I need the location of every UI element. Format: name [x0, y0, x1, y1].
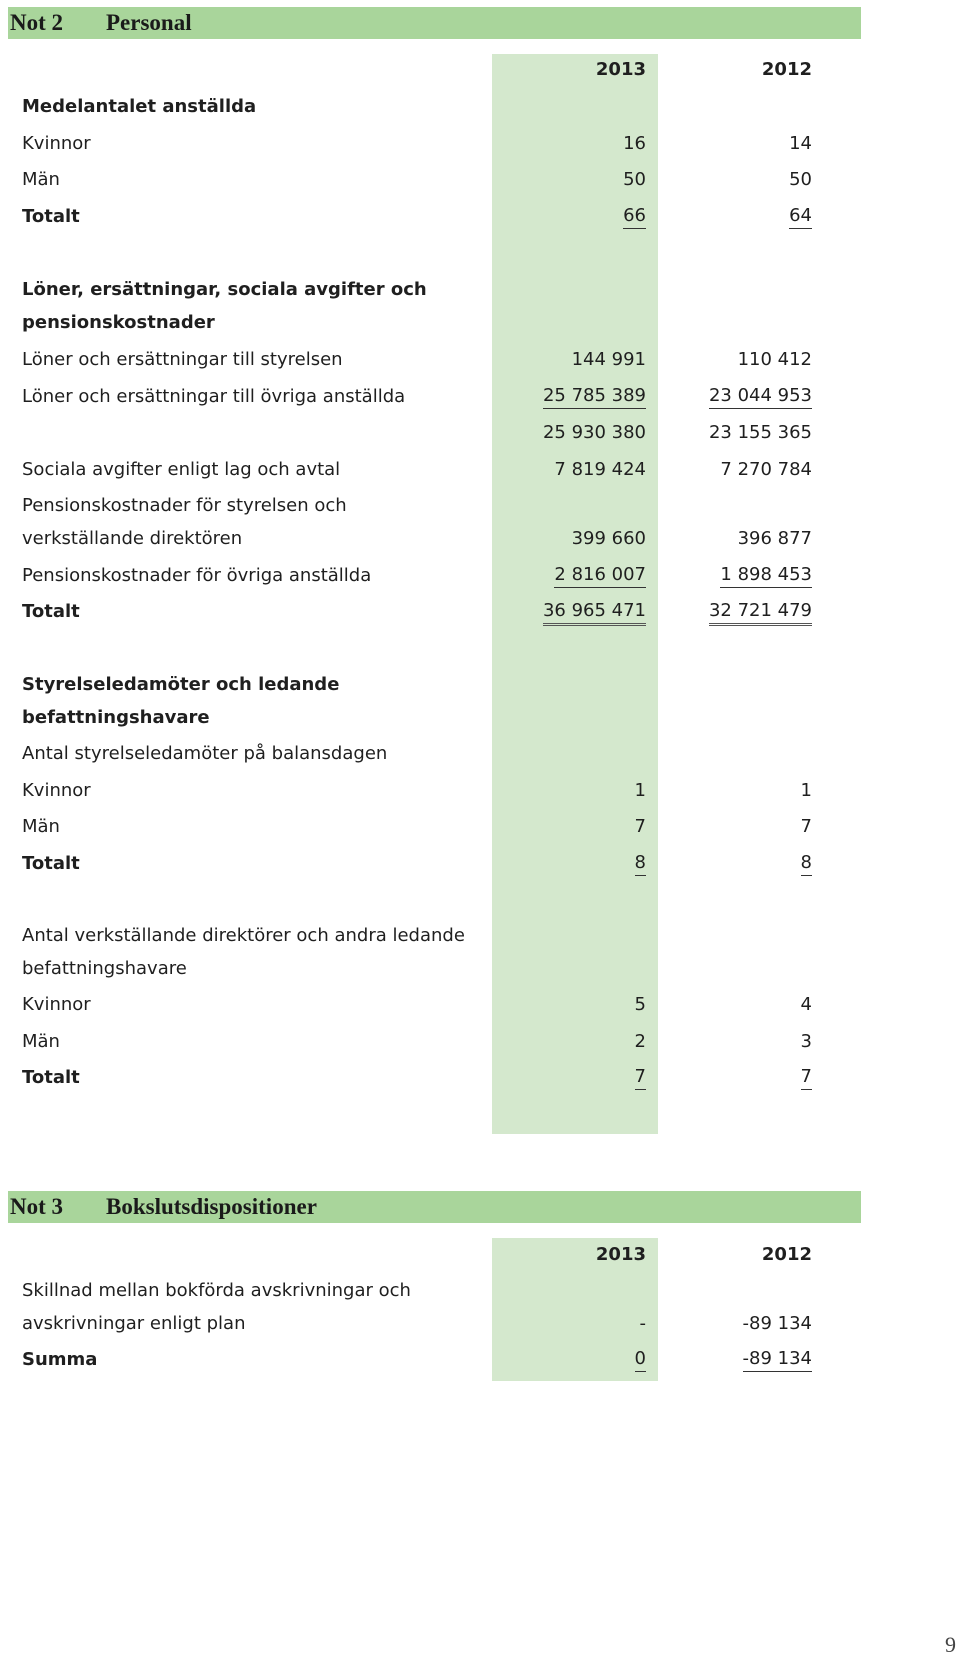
note2-header — [8, 7, 861, 39]
table-row — [22, 1311, 812, 1337]
table-row — [22, 384, 812, 410]
value-2012: 7 — [800, 816, 812, 837]
row-label: Män — [22, 169, 60, 190]
row-label: Kvinnor — [22, 780, 91, 801]
employees-heading-row — [22, 94, 812, 120]
table-row — [22, 167, 812, 193]
row-label: Kvinnor — [22, 133, 91, 154]
value-2013: 7 — [634, 816, 646, 837]
total-row — [22, 1065, 812, 1091]
value-2013: 2 — [634, 1031, 646, 1052]
value-2012: 50 — [789, 169, 812, 190]
exec-heading-cont: befattningshavare — [22, 958, 187, 979]
table-row — [22, 992, 812, 1018]
board-subheading-row — [22, 741, 812, 767]
value-2012: 396 877 — [737, 528, 812, 549]
value-2012: 23 044 953 — [709, 384, 812, 409]
total-2013: 8 — [635, 851, 646, 876]
value-2012: 7 270 784 — [720, 459, 812, 480]
total-2012: -89 134 — [743, 1347, 812, 1372]
total-label: Totalt — [22, 206, 80, 227]
salaries-heading: Löner, ersättningar, sociala avgifter och — [22, 279, 427, 300]
subtotal-row — [22, 420, 812, 446]
total-2012: 7 — [801, 1065, 812, 1090]
note3-title: Bokslutsdispositioner — [106, 1194, 317, 1219]
value-2013: 144 991 — [571, 349, 646, 370]
value-2013: 1 — [634, 780, 646, 801]
total-2013: 66 — [623, 204, 646, 229]
total-2013: 7 — [635, 1065, 646, 1090]
row-label: Pensionskostnader för övriga anställda — [22, 565, 372, 586]
value-2012: -89 134 — [742, 1313, 812, 1334]
board-heading-row-2 — [22, 705, 812, 731]
note2-number: Not 2 — [10, 10, 64, 35]
value-2013: - — [639, 1313, 646, 1334]
row-label: verkställande direktören — [22, 528, 243, 549]
board-heading: Styrelseledamöter och ledande — [22, 674, 340, 695]
table-row — [22, 526, 812, 552]
value-2013: 399 660 — [571, 528, 646, 549]
row-label: Skillnad mellan bokförda avskrivningar och — [22, 1280, 411, 1301]
year-2012: 2012 — [761, 1244, 812, 1265]
value-2013: 50 — [623, 169, 646, 190]
total-label: Totalt — [22, 601, 80, 622]
value-2013: 7 819 424 — [554, 459, 646, 480]
note3-year-header — [22, 1242, 812, 1268]
salaries-heading-cont: pensionskostnader — [22, 312, 215, 333]
year-2012: 2012 — [761, 59, 812, 80]
row-label: avskrivningar enligt plan — [22, 1313, 246, 1334]
board-heading-cont: befattningshavare — [22, 707, 210, 728]
value-2012: 110 412 — [737, 349, 812, 370]
row-label: Män — [22, 816, 60, 837]
year-2013: 2013 — [595, 59, 646, 80]
value-2012: 1 898 453 — [720, 563, 812, 588]
board-heading-row — [22, 672, 812, 698]
note3-number: Not 3 — [10, 1194, 64, 1219]
board-subheading: Antal styrelseledamöter på balansdagen — [22, 743, 388, 764]
value-2013: 2 816 007 — [554, 563, 646, 588]
value-2012: 4 — [800, 994, 812, 1015]
table-row — [22, 778, 812, 804]
year-2013: 2013 — [595, 1244, 646, 1265]
total-label: Summa — [22, 1349, 98, 1370]
value-2013: 16 — [623, 133, 646, 154]
table-row — [22, 563, 812, 589]
employees-heading: Medelantalet anställda — [22, 96, 257, 117]
value-2012: 1 — [800, 780, 812, 801]
total-2012: 8 — [801, 851, 812, 876]
exec-heading-row — [22, 923, 812, 949]
table-row-label-cont — [22, 493, 812, 519]
note2-title: Personal — [106, 10, 192, 35]
total-label: Totalt — [22, 1067, 80, 1088]
total-label: Totalt — [22, 853, 80, 874]
total-2012: 32 721 479 — [709, 599, 812, 626]
total-2013: 36 965 471 — [543, 599, 646, 626]
table-row — [22, 1029, 812, 1055]
subtotal-2012: 23 155 365 — [708, 422, 812, 443]
total-row — [22, 1347, 812, 1373]
salaries-heading-row — [22, 277, 812, 303]
value-2012: 3 — [800, 1031, 812, 1052]
total-2013: 0 — [635, 1347, 646, 1372]
table-row — [22, 457, 812, 483]
exec-heading: Antal verkställande direktörer och andra ledande — [22, 925, 465, 946]
value-2013: 25 785 389 — [543, 384, 646, 409]
table-row — [22, 347, 812, 373]
salaries-heading-row-2 — [22, 310, 812, 336]
value-2013: 5 — [634, 994, 646, 1015]
total-2012: 64 — [789, 204, 812, 229]
subtotal-2013: 25 930 380 — [542, 422, 646, 443]
note2-year-header — [22, 57, 812, 83]
value-2012: 14 — [789, 133, 812, 154]
total-row — [22, 204, 812, 230]
total-row — [22, 599, 812, 625]
exec-heading-row-2 — [22, 956, 812, 982]
row-label: Kvinnor — [22, 994, 91, 1015]
total-row — [22, 851, 812, 877]
table-row — [22, 814, 812, 840]
row-label: Löner och ersättningar till styrelsen — [22, 349, 343, 370]
table-row-label-cont — [22, 1278, 812, 1304]
row-label: Pensionskostnader för styrelsen och — [22, 495, 347, 516]
note3-header — [8, 1191, 861, 1223]
page-number: 9 — [945, 1632, 956, 1657]
table-row — [22, 131, 812, 157]
row-label: Män — [22, 1031, 60, 1052]
row-label: Sociala avgifter enligt lag och avtal — [22, 459, 341, 480]
row-label: Löner och ersättningar till övriga anställda — [22, 386, 406, 407]
